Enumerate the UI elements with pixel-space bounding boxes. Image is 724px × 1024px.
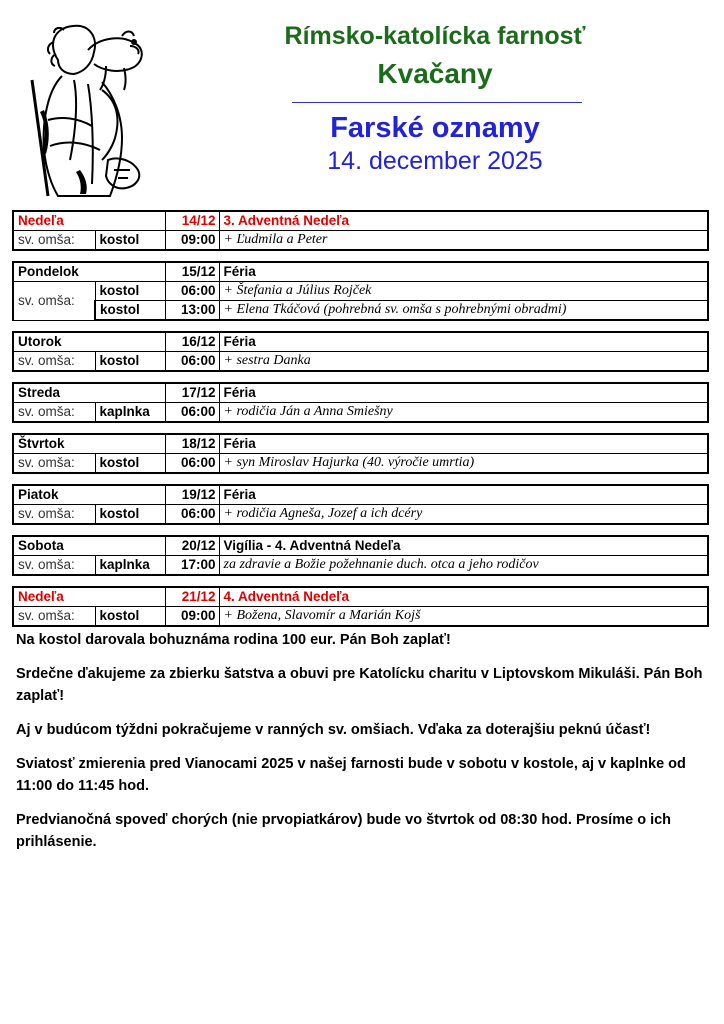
- parish-village: Kvačany: [377, 58, 493, 89]
- announcement-item: Sviatosť zmierenia pred Vianocami 2025 v našej farnosti bude v sobotu v kostole, aj v kaplnke od 11:00 do 11:45 hod.: [16, 756, 686, 794]
- parish-name: Rímsko-katolícka farnosť: [284, 22, 586, 50]
- announcement-item: Aj v budúcom týždni pokračujeme v ranných sv. omšiach. Vďaka za doterajšiu peknú účasť!: [16, 722, 651, 738]
- mass-location: kostol: [95, 282, 165, 301]
- day-name: Sobota: [13, 536, 165, 556]
- mass-location: kaplnka: [95, 403, 165, 423]
- day-title: Féria: [219, 485, 708, 505]
- mass-row: [13, 231, 708, 251]
- mass-intention: + Štefania a Július Rojček: [219, 282, 708, 301]
- day-name: Pondelok: [13, 262, 165, 282]
- mass-schedule: [12, 210, 709, 637]
- announcement-item: Srdečne ďakujeme za zbierku šatstva a obuvi pre Katolícku charitu v Liptovskom Mikuláši. Pán Boh zaplať!: [16, 666, 703, 704]
- mass-time: 09:00: [165, 607, 219, 627]
- day-block-wednesday: [12, 382, 709, 423]
- day-title: Féria: [219, 332, 708, 352]
- mass-intention: + Ľudmila a Peter: [219, 231, 708, 251]
- mass-location: kostol: [95, 352, 165, 372]
- day-title: Féria: [219, 262, 708, 282]
- day-block-tuesday: [12, 331, 709, 372]
- day-name: Štvrtok: [13, 434, 165, 454]
- day-title: Féria: [219, 383, 708, 403]
- day-date: 21/12: [165, 587, 219, 607]
- day-block-friday: [12, 484, 709, 525]
- day-title: 4. Adventná Nedeľa: [219, 587, 708, 607]
- mass-time: 06:00: [165, 454, 219, 474]
- mass-intention: + sestra Danka: [219, 352, 708, 372]
- day-header-row: [13, 434, 708, 454]
- day-header-row: [13, 211, 708, 231]
- mass-row: [13, 352, 708, 372]
- mass-row: [13, 301, 708, 321]
- mass-type: sv. omša:: [13, 556, 95, 576]
- mass-location: kostol: [95, 231, 165, 251]
- mass-location: kostol: [95, 301, 165, 321]
- day-date: 16/12: [165, 332, 219, 352]
- mass-intention: + rodičia Agneša, Jozef a ich dcéry: [219, 505, 708, 525]
- day-name: Nedeľa: [13, 211, 165, 231]
- mass-time: 13:00: [165, 301, 219, 321]
- mass-type: sv. omša:: [13, 454, 95, 474]
- good-shepherd-icon: [18, 20, 158, 200]
- day-date: 18/12: [165, 434, 219, 454]
- day-block-monday: [12, 261, 709, 321]
- day-title: Féria: [219, 434, 708, 454]
- mass-time: 09:00: [165, 231, 219, 251]
- day-block-thursday: [12, 433, 709, 474]
- mass-intention: za zdravie a Božie požehnanie duch. otca a jeho rodičov: [219, 556, 708, 576]
- announcement-item: Predvianočná spoveď chorých (nie prvopiatkárov) bude vo štvrtok od 08:30 hod. Prosíme o ich prihlásenie.: [16, 812, 672, 850]
- mass-time: 17:00: [165, 556, 219, 576]
- day-date: 14/12: [165, 211, 219, 231]
- day-header-row: [13, 332, 708, 352]
- day-title: 3. Adventná Nedeľa: [219, 211, 708, 231]
- day-header-row: [13, 587, 708, 607]
- mass-row: [13, 282, 708, 301]
- day-date: 20/12: [165, 536, 219, 556]
- mass-intention: + Elena Tkáčová (pohrebná sv. omša s pohrebnými obradmi): [219, 301, 708, 321]
- mass-type: sv. omša:: [13, 352, 95, 372]
- mass-row: [13, 403, 708, 423]
- day-title: Vigília - 4. Adventná Nedeľa: [219, 536, 708, 556]
- mass-type: sv. omša:: [13, 403, 95, 423]
- day-name: Streda: [13, 383, 165, 403]
- announcement-item: Na kostol darovala bohuznáma rodina 100 eur. Pán Boh zaplať!: [16, 632, 451, 648]
- mass-row: [13, 556, 708, 576]
- mass-time: 06:00: [165, 505, 219, 525]
- mass-intention: + Božena, Slavomír a Marián Kojš: [219, 607, 708, 627]
- mass-location: kostol: [95, 454, 165, 474]
- day-date: 19/12: [165, 485, 219, 505]
- mass-time: 06:00: [165, 403, 219, 423]
- mass-intention: + rodičia Ján a Anna Smiešny: [219, 403, 708, 423]
- mass-type: sv. omša:: [13, 282, 95, 321]
- day-header-row: [13, 536, 708, 556]
- mass-location: kaplnka: [95, 556, 165, 576]
- day-header-row: [13, 485, 708, 505]
- mass-type: sv. omša:: [13, 231, 95, 251]
- title-divider: [292, 102, 582, 103]
- mass-type: sv. omša:: [13, 505, 95, 525]
- day-block-saturday: [12, 535, 709, 576]
- day-block-sunday-2: [12, 586, 709, 627]
- day-date: 17/12: [165, 383, 219, 403]
- mass-location: kostol: [95, 505, 165, 525]
- day-header-row: [13, 383, 708, 403]
- day-block-sunday-1: [12, 210, 709, 251]
- page-title: Farské oznamy: [330, 112, 540, 144]
- mass-row: [13, 607, 708, 627]
- day-name: Piatok: [13, 485, 165, 505]
- mass-row: [13, 505, 708, 525]
- day-name: Nedeľa: [13, 587, 165, 607]
- mass-type: sv. omša:: [13, 607, 95, 627]
- mass-row: [13, 454, 708, 474]
- day-header-row: [13, 262, 708, 282]
- mass-time: 06:00: [165, 282, 219, 301]
- announcements: [16, 629, 706, 865]
- mass-location: kostol: [95, 607, 165, 627]
- day-name: Utorok: [13, 332, 165, 352]
- mass-time: 06:00: [165, 352, 219, 372]
- day-date: 15/12: [165, 262, 219, 282]
- bulletin-date: 14. december 2025: [327, 147, 543, 175]
- mass-intention: + syn Miroslav Hajurka (40. výročie umrtia): [219, 454, 708, 474]
